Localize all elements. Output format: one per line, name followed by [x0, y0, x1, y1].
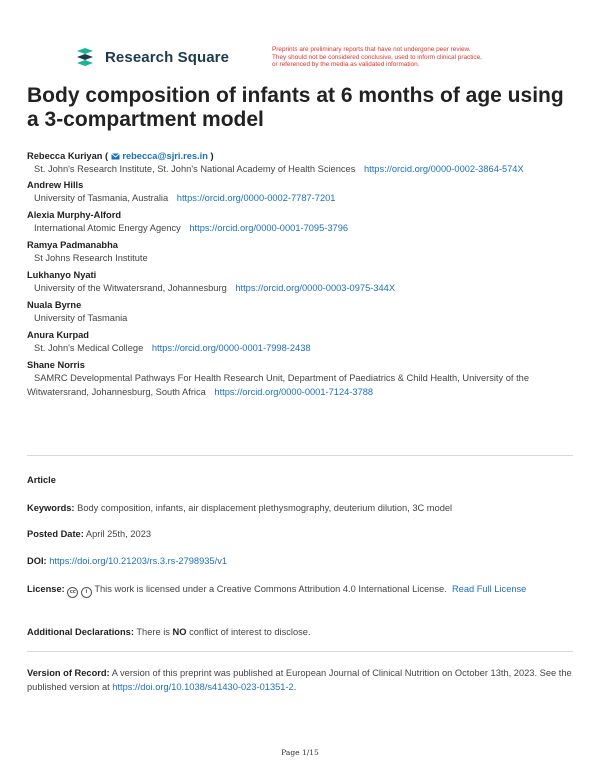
section-divider: [27, 455, 573, 456]
author-affiliation: St. John's Research Institute, St. John's National Academy of Health Sciences: [34, 164, 356, 174]
declarations-after: conflict of interest to disclose.: [189, 627, 311, 637]
posted-date-label: Posted Date:: [27, 529, 84, 539]
doi-row: [27, 554, 575, 568]
author-affiliation-block: [27, 221, 575, 236]
orcid-link[interactable]: https://orcid.org/0000-0003-0975-344X: [235, 283, 396, 293]
author-entry: [27, 359, 575, 399]
notice-line: They should not be considered conclusive, used to inform clinical practice,: [272, 53, 482, 61]
author-name: Lukhanyo Nyati: [27, 270, 97, 280]
creative-commons-icon: cc: [67, 587, 78, 598]
section-divider: [27, 651, 573, 652]
version-of-record-text: A version of this preprint was published at European Journal of Clinical Nutrition on October 13th, 2023. See the published version at: [27, 668, 572, 692]
author-affiliation: St Johns Research Institute: [34, 253, 148, 263]
author-name: Anura Kurpad: [27, 330, 89, 340]
author-name: Alexia Murphy-Alford: [27, 210, 122, 220]
author-list: [27, 150, 575, 402]
author-entry: [27, 329, 575, 356]
author-affiliation-block: [27, 311, 575, 326]
orcid-link[interactable]: https://orcid.org/0000-0001-7095-3796: [189, 223, 349, 233]
declarations-label: Additional Declarations:: [27, 627, 134, 637]
author-entry: [27, 209, 575, 236]
author-affiliation: International Atomic Energy Agency: [34, 223, 181, 233]
envelope-icon: [111, 153, 120, 160]
notice-line: Preprints are preliminary reports that have not undergone peer review.: [272, 46, 471, 53]
article-type: [27, 473, 575, 487]
author-entry: [27, 179, 575, 206]
orcid-link[interactable]: https://orcid.org/0000-0002-3864-574X: [363, 164, 524, 174]
author-affiliation-block: [27, 341, 575, 356]
author-entry: [27, 150, 575, 176]
orcid-link[interactable]: https://orcid.org/0000-0001-7124-3788: [214, 387, 374, 397]
declarations-emphasis: NO: [172, 627, 187, 637]
posted-date-row: [27, 527, 575, 541]
orcid-link[interactable]: https://orcid.org/0000-0002-7787-7201: [176, 193, 336, 203]
doi-link[interactable]: https://doi.org/10.21203/rs.3.rs-2798935/v1: [49, 556, 228, 566]
keywords-label: Keywords:: [27, 503, 75, 513]
logo-text: Research Square: [105, 48, 230, 66]
author-affiliation: SAMRC Developmental Pathways For Health Research Unit, Department of Paediatrics & Child Health, University of the Witwatersrand, Johannesburg, South Africa: [27, 373, 530, 397]
author-affiliation-block: [27, 281, 575, 296]
author-entry: [27, 299, 575, 326]
license-text: This work is licensed under a Creative Commons Attribution 4.0 International License.: [94, 584, 447, 594]
author-affiliation-block: [27, 162, 575, 176]
article-title: Body composition of infants at 6 months of age using a 3-compartment model: [27, 84, 564, 131]
page-number: Page 1/15: [281, 748, 319, 757]
posted-date-value: April 25th, 2023: [85, 529, 152, 539]
article-type-label: Article: [27, 475, 56, 485]
license-row: [27, 582, 575, 598]
research-square-logo-icon: [75, 47, 97, 67]
preprint-notice: [272, 46, 552, 69]
author-name: Ramya Padmanabha: [27, 240, 118, 250]
author-name: Andrew Hills: [27, 180, 84, 190]
version-of-record-end: .: [293, 682, 297, 692]
author-name: Nuala Byrne: [27, 300, 82, 310]
author-affiliation: St. John's Medical College: [34, 343, 144, 353]
read-full-license-link[interactable]: Read Full License: [451, 584, 527, 594]
version-of-record-label: Version of Record:: [27, 668, 110, 678]
author-email-group: ( rebecca@sjri.res.in ): [105, 151, 214, 161]
doi-label: DOI:: [27, 556, 47, 566]
author-name: Rebecca Kuriyan: [27, 151, 103, 161]
author-affiliation: University of Tasmania, Australia: [34, 193, 169, 203]
declarations-row: [27, 625, 575, 639]
author-name: Shane Norris: [27, 360, 85, 370]
author-affiliation: University of Tasmania: [34, 313, 128, 323]
keywords-row: [27, 501, 575, 515]
declarations-before: There is: [136, 627, 170, 637]
author-affiliation-block: [27, 191, 575, 206]
author-email-link[interactable]: rebecca@sjri.res.in: [122, 151, 208, 161]
keywords-value: Body composition, infants, air displacement plethysmography, deuterium dilution, 3C model: [77, 503, 453, 513]
author-entry: [27, 269, 575, 296]
author-affiliation-block: [27, 251, 575, 266]
orcid-link[interactable]: https://orcid.org/0000-0001-7998-2438: [151, 343, 311, 353]
author-affiliation-block: [27, 371, 575, 399]
version-of-record-row: [27, 666, 575, 694]
author-affiliation: University of the Witwatersrand, Johannesburg: [34, 283, 227, 293]
attribution-icon: i: [81, 587, 92, 598]
notice-line: or referenced by the media as validated information.: [272, 61, 420, 69]
license-label: License:: [27, 584, 65, 594]
version-of-record-link[interactable]: https://doi.org/10.1038/s41430-023-01351-2: [112, 682, 294, 692]
research-square-logo[interactable]: [75, 47, 229, 67]
author-entry: [27, 239, 575, 266]
